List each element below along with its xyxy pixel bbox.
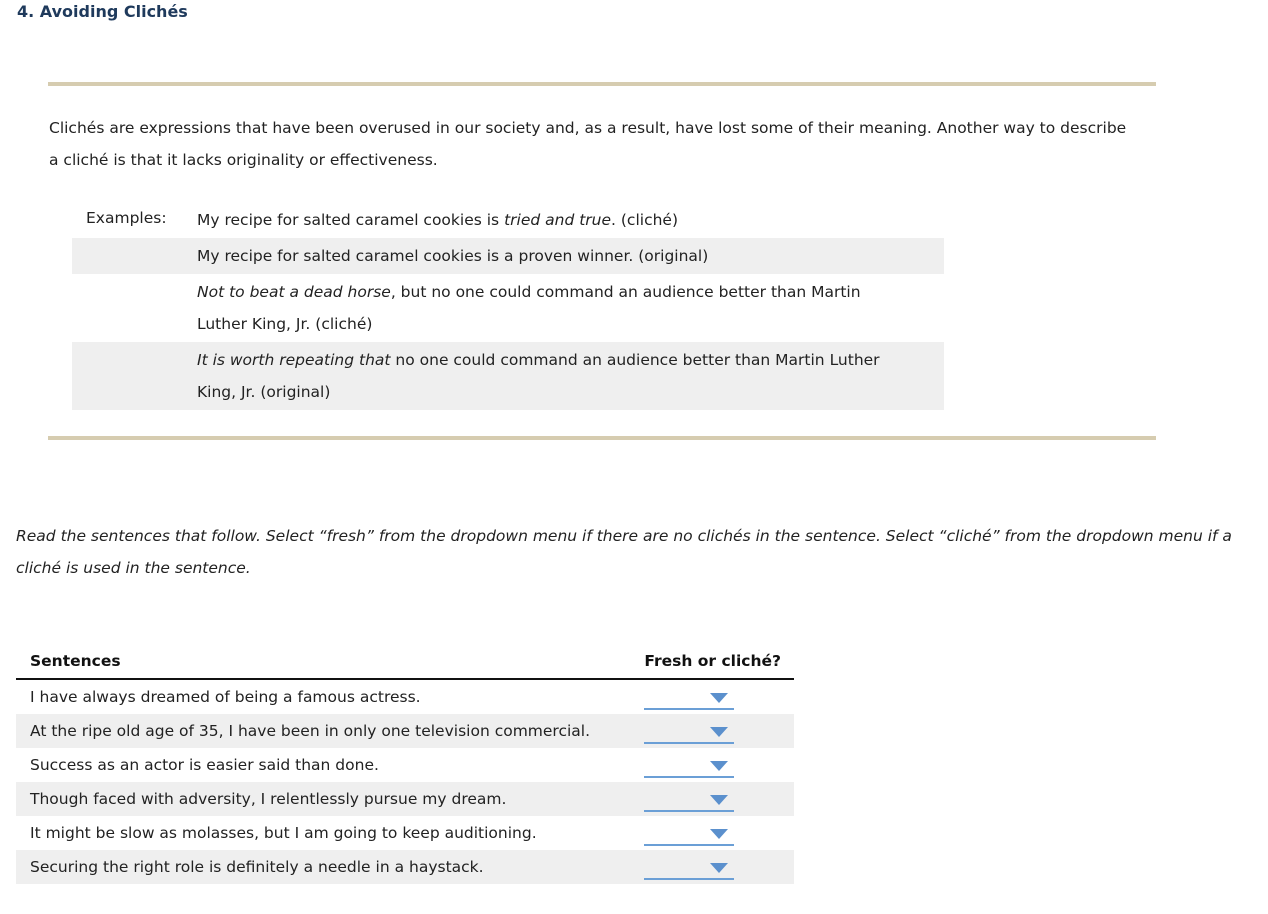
sentences-table [16, 646, 794, 884]
caret-down-icon [710, 863, 728, 873]
page-title: 4. Avoiding Clichés [17, 2, 188, 21]
table-row [16, 816, 794, 850]
intro-paragraph: Clichés are expressions that have been overused in our society and, as a result, have lost some of their meaning. Another way to describe a cliché is that it lacks originality or effectiveness. [49, 119, 1127, 169]
sentence-text: Securing the right role is definitely a needle in a haystack. [30, 858, 484, 876]
caret-down-icon [710, 795, 728, 805]
example-item: It is worth repeating that no one could command an audience better than Martin Luther King, Jr. (original) [72, 342, 944, 410]
caret-down-icon [710, 693, 728, 703]
caret-down-icon [710, 761, 728, 771]
sentence-text: Success as an actor is easier said than done. [30, 756, 379, 774]
bottom-divider [48, 436, 1156, 440]
header-fresh-or-cliche: Fresh or cliché? [644, 652, 781, 670]
fresh-or-cliche-dropdown[interactable] [644, 752, 734, 778]
table-row [16, 748, 794, 782]
table-row [16, 850, 794, 884]
table-row [16, 714, 794, 748]
table-row [16, 680, 794, 714]
examples-label: Examples: [86, 209, 167, 227]
fresh-or-cliche-dropdown[interactable] [644, 718, 734, 744]
example-item: Not to beat a dead horse, but no one could command an audience better than Martin Luther King, Jr. (cliché) [197, 283, 861, 333]
sentence-text: It might be slow as molasses, but I am going to keep auditioning. [30, 824, 537, 842]
example-item: My recipe for salted caramel cookies is a proven winner. (original) [72, 238, 944, 274]
sentence-text: I have always dreamed of being a famous actress. [30, 688, 421, 706]
instructions: Read the sentences that follow. Select “fresh” from the dropdown menu if there are no clichés in the sentence. Select “cliché” from the dropdown menu if a cliché is used in the sentence. [16, 527, 1232, 577]
top-divider [48, 82, 1156, 86]
caret-down-icon [710, 727, 728, 737]
header-sentences: Sentences [30, 652, 121, 670]
fresh-or-cliche-dropdown[interactable] [644, 854, 734, 880]
example-item: My recipe for salted caramel cookies is tried and true. (cliché) [197, 211, 678, 229]
sentence-text: At the ripe old age of 35, I have been in only one television commercial. [30, 722, 591, 740]
caret-down-icon [710, 829, 728, 839]
table-row [16, 782, 794, 816]
examples-list [72, 202, 944, 410]
fresh-or-cliche-dropdown[interactable] [644, 820, 734, 846]
table-header [16, 646, 794, 680]
fresh-or-cliche-dropdown[interactable] [644, 684, 734, 710]
sentence-text: Though faced with adversity, I relentlessly pursue my dream. [30, 790, 507, 808]
fresh-or-cliche-dropdown[interactable] [644, 786, 734, 812]
